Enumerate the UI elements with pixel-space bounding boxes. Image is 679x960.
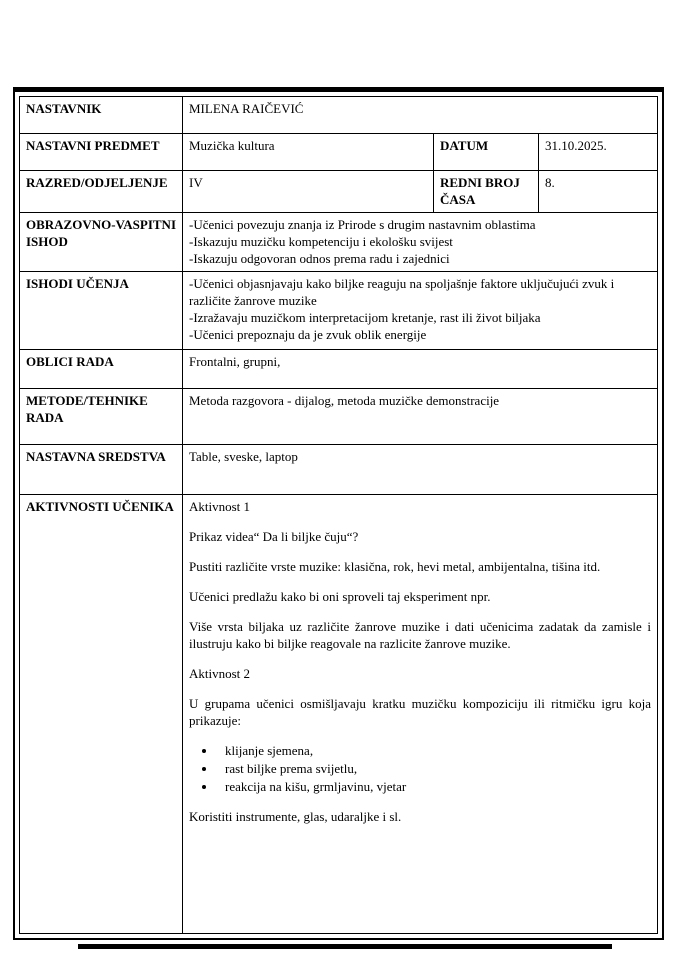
redni-broj-label: REDNI BROJ ČASA [434,171,539,213]
row-aktivnosti [20,495,658,934]
row-oblici-rada [20,350,658,389]
obrazovno-line: -Učenici povezuju znanja iz Prirode s drugim nastavnim oblastima [189,217,536,232]
bullet-item: • klijanje sjemena, [217,742,651,759]
aktivnost-bullet-list [189,742,651,795]
page-bottom-rule [78,944,612,949]
oblici-label: OBLICI RADA [20,350,183,389]
obrazovno-line: -Iskazuju odgovoran odnos prema radu i zajednici [189,251,450,266]
obrazovno-content [183,213,658,272]
row-razred [20,171,658,213]
row-metode [20,389,658,445]
aktivnost-instrumenti-line: Koristiti instrumente, glas, udaraljke i sl. [189,809,402,824]
datum-label: DATUM [434,134,539,171]
sredstva-value: Table, sveske, laptop [183,445,658,495]
metode-label: METODE/TEHNIKE RADA [20,389,183,445]
obrazovno-line: -Iskazuju muzičku kompetenciju i ekološku svijest [189,234,453,249]
predmet-value: Muzička kultura [183,134,434,171]
razred-value: IV [183,171,434,213]
lesson-plan-table-frame [13,87,664,940]
redni-broj-value: 8. [539,171,658,213]
aktivnosti-content [183,495,658,934]
nastavnik-label: NASTAVNIK [20,97,183,134]
aktivnost-2-title: Aktivnost 2 [189,666,251,681]
row-ishodi-ucenja [20,272,658,350]
lesson-plan-table [19,96,658,934]
aktivnost-video-line: Prikaz videa“ Da li biljke čuju“? [189,529,359,544]
row-sredstva [20,445,658,495]
metode-value: Metoda razgovora - dijalog, metoda muzičke demonstracije [183,389,658,445]
bullet-item: • rast biljke prema svijetlu, [217,760,651,777]
razred-label: RAZRED/ODJELJENJE [20,171,183,213]
aktivnost-1-title: Aktivnost 1 [189,499,251,514]
row-obrazovno-ishod [20,213,658,272]
ishodi-line: -Učenici objasnjavaju kako biljke reaguju na spoljašnje faktore uključujući zvuk i različite žanrove muzike [189,276,615,308]
ishodi-label: ISHODI UČENJA [20,272,183,350]
aktivnost-grupe-line: U grupama učenici osmišljavaju kratku muzičku kompoziciju ili ritmičku igru koja prikazuje: [189,696,651,728]
aktivnost-music-line: Pustiti različite vrste muzike: klasična, rok, hevi metal, ambijentalna, tišina itd. [189,559,601,574]
aktivnost-zadatak-line: Više vrsta biljaka uz različite žanrove muzike i dati učenicima zadatak da zamisle i ilustruju kako bi biljke reagovale na razlicite žanrove muzike. [189,619,651,651]
aktivnost-experiment-line: Učenici predlažu kako bi oni sproveli taj eksperiment npr. [189,589,491,604]
predmet-label: NASTAVNI PREDMET [20,134,183,171]
ishodi-content [183,272,658,350]
row-predmet [20,134,658,171]
nastavnik-value: MILENA RAIČEVIĆ [183,97,658,134]
sredstva-label: NASTAVNA SREDSTVA [20,445,183,495]
datum-value: 31.10.2025. [539,134,658,171]
ishodi-line: -Učenici prepoznaju da je zvuk oblik energije [189,327,427,342]
bullet-item: • reakcija na kišu, grmljavinu, vjetar [217,778,651,795]
aktivnosti-label: AKTIVNOSTI UČENIKA [20,495,183,934]
ishodi-line: -Izražavaju muzičkom interpretacijom kretanje, rast ili život biljaka [189,310,541,325]
obrazovno-label: OBRAZOVNO-VASPITNI ISHOD [20,213,183,272]
row-nastavnik [20,97,658,134]
oblici-value: Frontalni, grupni, [183,350,658,389]
